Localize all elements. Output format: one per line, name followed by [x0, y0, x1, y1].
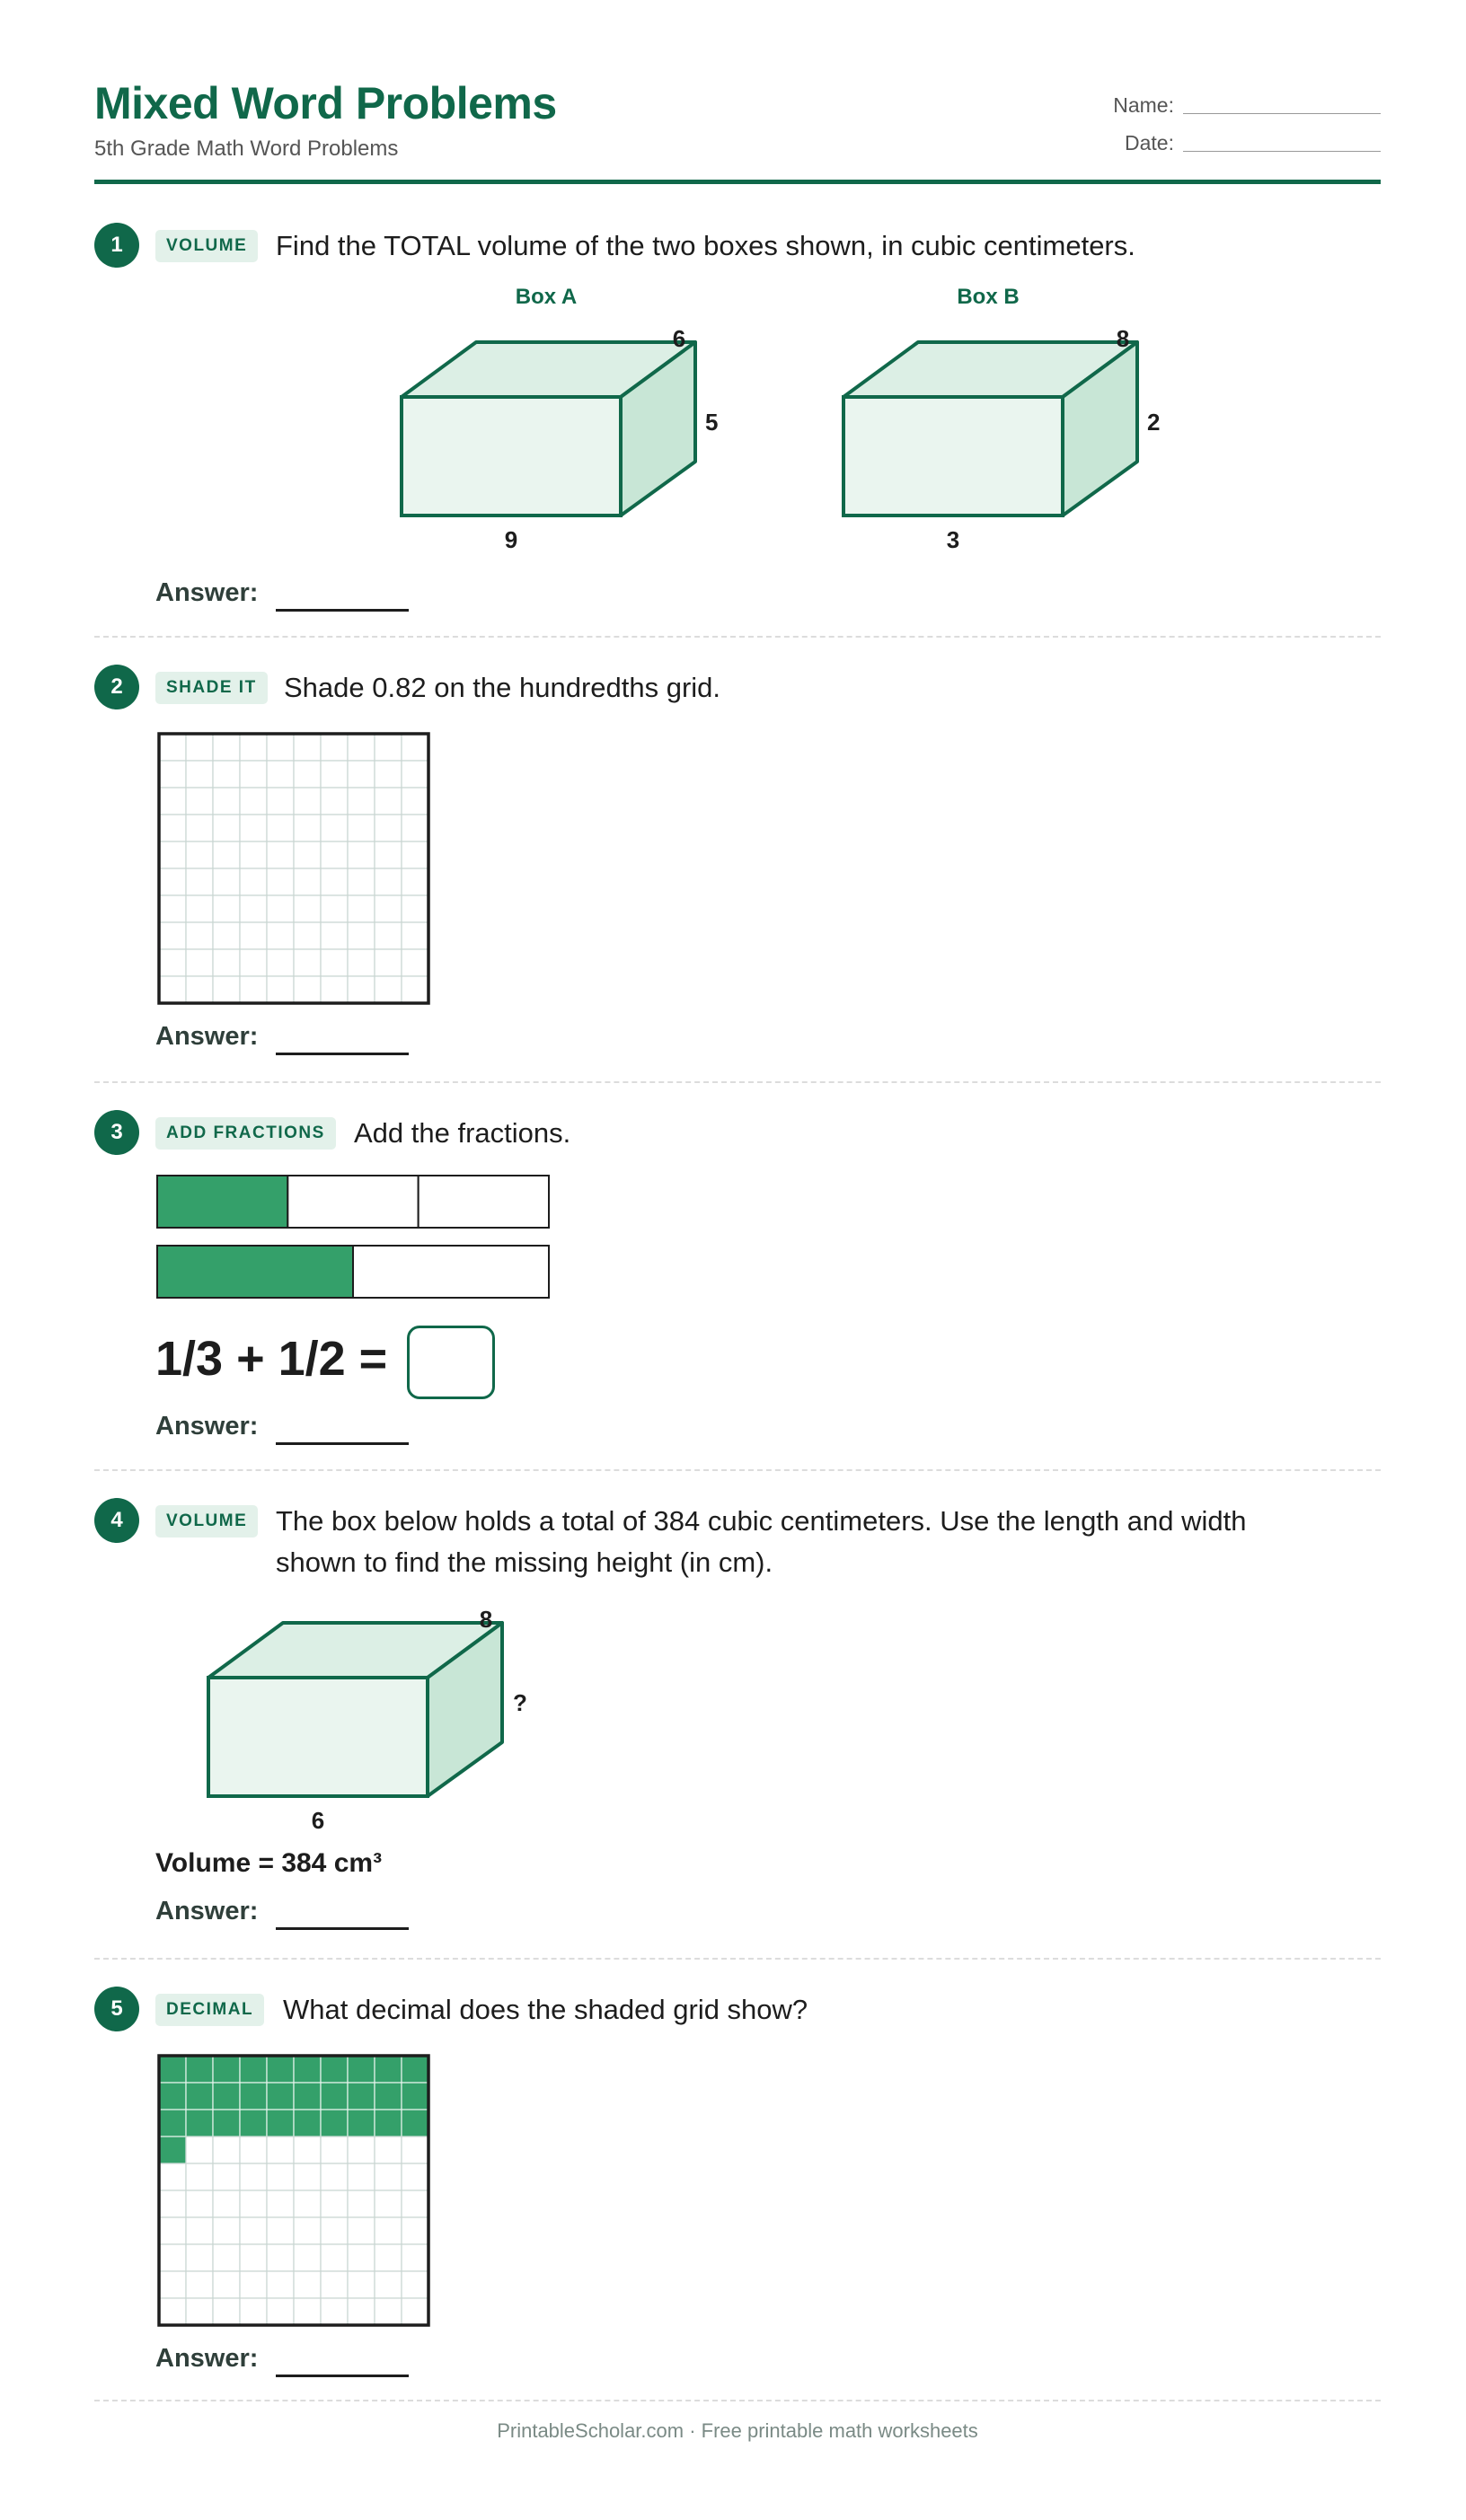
box-b-length: 3	[946, 526, 960, 553]
grid-cell	[348, 2244, 375, 2271]
grid-cell	[213, 949, 240, 976]
answer-label: Answer:	[155, 1897, 259, 1925]
answer-label: Answer:	[155, 578, 259, 607]
grid-cell	[294, 949, 321, 976]
grid-cell	[159, 868, 186, 895]
answer-blank[interactable]	[276, 609, 409, 612]
problem-separator	[94, 1469, 1381, 1471]
grid-cell	[159, 976, 186, 1003]
grid-cell-shaded	[159, 2110, 186, 2137]
grid-cell	[321, 976, 348, 1003]
grid-cell	[159, 788, 186, 815]
box-a-height: 5	[705, 409, 719, 436]
grid-cell	[267, 922, 294, 949]
problem-number: 2	[94, 665, 139, 709]
problem-tag: ADD FRACTIONS	[155, 1117, 336, 1150]
grid-cell	[159, 815, 186, 841]
question-text: Find the TOTAL volume of the two boxes shown, in cubic centimeters.	[276, 230, 1135, 261]
grid-cell-shaded	[321, 2056, 348, 2083]
grid-cell	[186, 2271, 213, 2298]
grid-cell	[321, 2271, 348, 2298]
grid-cell	[159, 2271, 186, 2298]
grid-cell	[267, 734, 294, 761]
answer-label: Answer:	[155, 2344, 259, 2373]
problem-tag: VOLUME	[155, 1505, 258, 1538]
box-length: 6	[311, 1807, 325, 1834]
grid-cell-shaded	[348, 2110, 375, 2137]
answer-blank[interactable]	[276, 1927, 409, 1930]
grid-cell	[402, 949, 428, 976]
problem-3	[94, 1110, 1381, 1469]
grid-cell-shaded	[348, 2083, 375, 2110]
grid-cell-shaded	[240, 2083, 267, 2110]
grid-cell	[240, 895, 267, 922]
box-b-front	[843, 397, 1063, 515]
grid-cell	[294, 895, 321, 922]
grid-cell	[186, 2137, 213, 2163]
grid-cell	[321, 815, 348, 841]
grid-cell	[375, 761, 402, 788]
grid-cell	[348, 949, 375, 976]
grid-cell	[159, 949, 186, 976]
grid-cell	[213, 2271, 240, 2298]
grid-cell	[213, 2190, 240, 2217]
grid-cell	[213, 2217, 240, 2244]
grid-cell	[213, 2244, 240, 2271]
grid-cell	[213, 734, 240, 761]
answer-blank[interactable]	[276, 1053, 409, 1055]
grid-cell	[159, 2190, 186, 2217]
problem-separator	[94, 1081, 1381, 1083]
grid-cell	[348, 895, 375, 922]
grid-cell	[213, 841, 240, 868]
grid-cell	[402, 922, 428, 949]
grid-cell	[294, 976, 321, 1003]
box-b-label: Box B	[957, 286, 1020, 309]
grid-cell	[186, 976, 213, 1003]
grid-cell-shaded	[294, 2110, 321, 2137]
grid-cell	[267, 841, 294, 868]
grid-cell	[375, 2190, 402, 2217]
grid-cell	[402, 868, 428, 895]
fraction-bar-part	[353, 1246, 549, 1298]
grid-cell	[240, 868, 267, 895]
page-title: Mixed Word Problems	[94, 78, 557, 128]
problem-2	[94, 665, 1381, 1069]
worksheet-page	[94, 0, 1381, 2520]
grid-cell	[294, 2163, 321, 2190]
problem-1	[94, 223, 1381, 627]
grid-cell	[348, 2163, 375, 2190]
problem-separator	[94, 1958, 1381, 1960]
problem-4	[94, 1498, 1381, 1929]
grid-cell	[348, 2190, 375, 2217]
grid-cell	[240, 949, 267, 976]
answer-blank[interactable]	[276, 2375, 409, 2377]
grid-cell	[240, 922, 267, 949]
grid-cell	[375, 2137, 402, 2163]
grid-cell	[321, 734, 348, 761]
grid-cell-shaded	[159, 2083, 186, 2110]
box-a-label: Box A	[515, 286, 578, 309]
grid-cell	[402, 734, 428, 761]
grid-cell-shaded	[321, 2083, 348, 2110]
problem-number: 4	[94, 1498, 139, 1543]
grid-cell	[294, 2298, 321, 2325]
grid-cell	[402, 2190, 428, 2217]
grid-cell	[267, 2163, 294, 2190]
grid-cell	[375, 841, 402, 868]
grid-cell	[375, 788, 402, 815]
box-b-width: 8	[1116, 325, 1130, 352]
grid-cell	[213, 976, 240, 1003]
page-subtitle: 5th Grade Math Word Problems	[94, 137, 399, 161]
grid-cell	[348, 2217, 375, 2244]
grid-cell	[267, 815, 294, 841]
grid-cell	[402, 788, 428, 815]
grid-cell-shaded	[159, 2056, 186, 2083]
answer-line[interactable]	[155, 1022, 258, 1052]
grid-cell	[294, 2244, 321, 2271]
box-a	[402, 286, 718, 553]
problem-number: 5	[94, 1987, 139, 2031]
question-text-line-2: shown to find the missing height (in cm).	[276, 1546, 773, 1578]
grid-cell	[213, 2298, 240, 2325]
grid-cell	[321, 2298, 348, 2325]
grid-cell	[267, 2137, 294, 2163]
grid-cell-shaded	[294, 2083, 321, 2110]
grid-cell	[159, 734, 186, 761]
grid-cell-shaded	[213, 2056, 240, 2083]
grid-cell	[294, 2271, 321, 2298]
fraction-equation: 1/3 + 1/2 =	[155, 1332, 388, 1386]
volume-text: Volume = 384 cm³	[155, 1848, 383, 1878]
grid-cell	[321, 2137, 348, 2163]
date-field[interactable]	[1093, 131, 1381, 158]
grid-cell	[186, 815, 213, 841]
grid-cell	[240, 841, 267, 868]
grid-cell-shaded	[294, 2056, 321, 2083]
problem-separator	[94, 2400, 1381, 2401]
grid-cell	[159, 761, 186, 788]
grid-cell	[402, 2217, 428, 2244]
grid-cell	[159, 895, 186, 922]
grid-cell	[294, 922, 321, 949]
grid-cell	[267, 2244, 294, 2271]
grid-cell	[402, 2298, 428, 2325]
grid-cell	[348, 815, 375, 841]
grid-cell	[375, 2298, 402, 2325]
problem-number: 3	[94, 1110, 139, 1155]
box-a-width: 6	[672, 325, 686, 352]
grid-cell-shaded	[159, 2137, 186, 2163]
grid-cell	[213, 788, 240, 815]
answer-line[interactable]	[155, 2344, 258, 2374]
grid-cell	[294, 761, 321, 788]
grid-cell	[402, 2271, 428, 2298]
grid-cell-shaded	[375, 2083, 402, 2110]
grid-cell	[321, 868, 348, 895]
date-label: Date:	[1125, 131, 1174, 154]
problem-number: 1	[94, 223, 139, 268]
problem-5	[94, 1987, 1381, 2400]
grid-cell	[213, 815, 240, 841]
grid-cell-shaded	[267, 2083, 294, 2110]
hundredths-grid[interactable]	[155, 729, 433, 1008]
grid-cell	[186, 895, 213, 922]
page-footer: PrintableScholar.com · Free printable math worksheets	[497, 2419, 978, 2442]
grid-cell	[375, 895, 402, 922]
fraction-bar-part-shaded	[157, 1246, 353, 1298]
grid-cell	[267, 788, 294, 815]
grid-cell	[240, 976, 267, 1003]
box-b-height: 2	[1147, 409, 1161, 436]
grid-cell	[186, 868, 213, 895]
grid-cell	[348, 788, 375, 815]
grid-cell	[240, 2217, 267, 2244]
box-a-front	[402, 397, 621, 515]
grid-cell	[321, 2190, 348, 2217]
grid-cell	[294, 841, 321, 868]
grid-cell-shaded	[267, 2056, 294, 2083]
grid-cell	[267, 2271, 294, 2298]
header-rule	[94, 180, 1381, 184]
grid-cell	[159, 2163, 186, 2190]
grid-cell	[375, 976, 402, 1003]
grid-cell	[375, 2271, 402, 2298]
grid-cell	[348, 761, 375, 788]
grid-cell	[267, 761, 294, 788]
fraction-bars	[155, 1173, 559, 1308]
grid-cell-shaded	[213, 2083, 240, 2110]
name-label: Name:	[1113, 93, 1174, 117]
grid-cell	[402, 895, 428, 922]
grid-cell	[267, 2298, 294, 2325]
grid-cell	[240, 2163, 267, 2190]
grid-cell	[213, 2163, 240, 2190]
answer-label: Answer:	[155, 1412, 259, 1441]
answer-line[interactable]	[155, 1412, 258, 1441]
grid-cell	[375, 734, 402, 761]
box-front	[208, 1678, 428, 1796]
grid-cell	[267, 976, 294, 1003]
grid-cell-shaded	[186, 2110, 213, 2137]
grid-cell-shaded	[402, 2083, 428, 2110]
grid-cell	[213, 868, 240, 895]
box-width: 8	[479, 1606, 493, 1633]
grid-cell	[402, 815, 428, 841]
grid-cell-shaded	[186, 2056, 213, 2083]
grid-cell	[186, 734, 213, 761]
grid-cell	[213, 895, 240, 922]
grid-cell-shaded	[213, 2110, 240, 2137]
grid-cell	[159, 841, 186, 868]
grid-cell	[321, 841, 348, 868]
grid-cell	[267, 2190, 294, 2217]
grid-cell	[240, 734, 267, 761]
grid-cell	[213, 761, 240, 788]
grid-cell-shaded	[402, 2056, 428, 2083]
grid-cell	[294, 2217, 321, 2244]
grid-cell	[375, 868, 402, 895]
grid-cell	[240, 788, 267, 815]
name-line[interactable]	[1183, 113, 1381, 114]
grid-cell	[294, 868, 321, 895]
grid-cell	[159, 2298, 186, 2325]
grid-cell	[348, 922, 375, 949]
grid-cell	[240, 2190, 267, 2217]
answer-line[interactable]	[155, 578, 258, 608]
box-diagram	[94, 1597, 543, 1848]
hundredths-grid	[155, 2051, 433, 2330]
grid-cell	[375, 949, 402, 976]
grid-cell	[294, 2137, 321, 2163]
grid-cell	[294, 734, 321, 761]
box-height: ?	[513, 1689, 527, 1716]
grid-cell	[321, 895, 348, 922]
grid-cell-shaded	[375, 2056, 402, 2083]
grid-cell-shaded	[348, 2056, 375, 2083]
grid-cell	[348, 841, 375, 868]
grid-cell	[240, 815, 267, 841]
grid-cell	[348, 2137, 375, 2163]
problem-tag: VOLUME	[155, 230, 258, 262]
grid-cell	[375, 2163, 402, 2190]
grid-cell-shaded	[267, 2110, 294, 2137]
problem-tag: DECIMAL	[155, 1994, 264, 2026]
grid-cell	[186, 2190, 213, 2217]
fraction-bar-part	[287, 1176, 418, 1228]
grid-cell	[294, 788, 321, 815]
grid-cell	[267, 868, 294, 895]
grid-cell	[186, 949, 213, 976]
grid-cell	[402, 2137, 428, 2163]
grid-cell	[321, 949, 348, 976]
box-a-length: 9	[504, 526, 518, 553]
grid-cell	[159, 2244, 186, 2271]
grid-cell	[402, 841, 428, 868]
fraction-bar-part-shaded	[157, 1176, 287, 1228]
grid-cell	[321, 2244, 348, 2271]
grid-cell	[186, 922, 213, 949]
question-text: What decimal does the shaded grid show?	[283, 1994, 808, 2025]
grid-cell	[375, 2217, 402, 2244]
grid-cell	[240, 2137, 267, 2163]
grid-cell	[267, 949, 294, 976]
problem-separator	[94, 636, 1381, 638]
grid-cell	[186, 841, 213, 868]
answer-blank[interactable]	[276, 1442, 409, 1445]
grid-cell	[240, 2271, 267, 2298]
name-field[interactable]	[1093, 93, 1381, 120]
grid-cell	[186, 761, 213, 788]
grid-cell	[240, 761, 267, 788]
grid-cell	[159, 922, 186, 949]
grid-cell	[240, 2298, 267, 2325]
grid-cell	[402, 976, 428, 1003]
grid-cell	[321, 2217, 348, 2244]
grid-cell	[186, 2298, 213, 2325]
grid-cell-shaded	[375, 2110, 402, 2137]
grid-cell	[321, 788, 348, 815]
box-b	[843, 286, 1160, 553]
grid-cell	[402, 2163, 428, 2190]
grid-cell	[402, 761, 428, 788]
grid-cell	[267, 2217, 294, 2244]
grid-cell-shaded	[240, 2056, 267, 2083]
grid-cell	[213, 922, 240, 949]
grid-cell	[321, 761, 348, 788]
grid-cell	[402, 2244, 428, 2271]
grid-cell-shaded	[240, 2110, 267, 2137]
date-line[interactable]	[1183, 151, 1381, 152]
grid-cell	[375, 922, 402, 949]
grid-cell	[213, 2137, 240, 2163]
problem-tag: SHADE IT	[155, 672, 268, 704]
grid-cell	[294, 815, 321, 841]
answer-line[interactable]	[155, 1897, 258, 1926]
grid-cell	[186, 2163, 213, 2190]
grid-cell	[348, 976, 375, 1003]
grid-cell	[348, 2271, 375, 2298]
question-text-line-1: The box below holds a total of 384 cubic centimeters. Use the length and width	[276, 1505, 1247, 1537]
grid-cell	[186, 2244, 213, 2271]
grid-cell	[375, 815, 402, 841]
grid-cell	[159, 2217, 186, 2244]
grid-cell	[267, 895, 294, 922]
grid-cell	[348, 734, 375, 761]
grid-cell	[186, 788, 213, 815]
grid-cell	[321, 2163, 348, 2190]
grid-cell-shaded	[402, 2110, 428, 2137]
box-diagrams	[94, 286, 1381, 627]
question-text: Shade 0.82 on the hundredths grid.	[284, 672, 721, 703]
fraction-bar-part	[419, 1176, 549, 1228]
question-text: Add the fractions.	[354, 1117, 571, 1149]
grid-cell-shaded	[186, 2083, 213, 2110]
grid-cell	[348, 868, 375, 895]
grid-cell	[294, 2190, 321, 2217]
fraction-answer-box[interactable]	[407, 1326, 495, 1399]
grid-cell	[321, 922, 348, 949]
grid-cell	[186, 2217, 213, 2244]
grid-cell	[375, 2244, 402, 2271]
grid-cell	[240, 2244, 267, 2271]
grid-cell	[348, 2298, 375, 2325]
answer-label: Answer:	[155, 1022, 259, 1051]
grid-cell-shaded	[321, 2110, 348, 2137]
